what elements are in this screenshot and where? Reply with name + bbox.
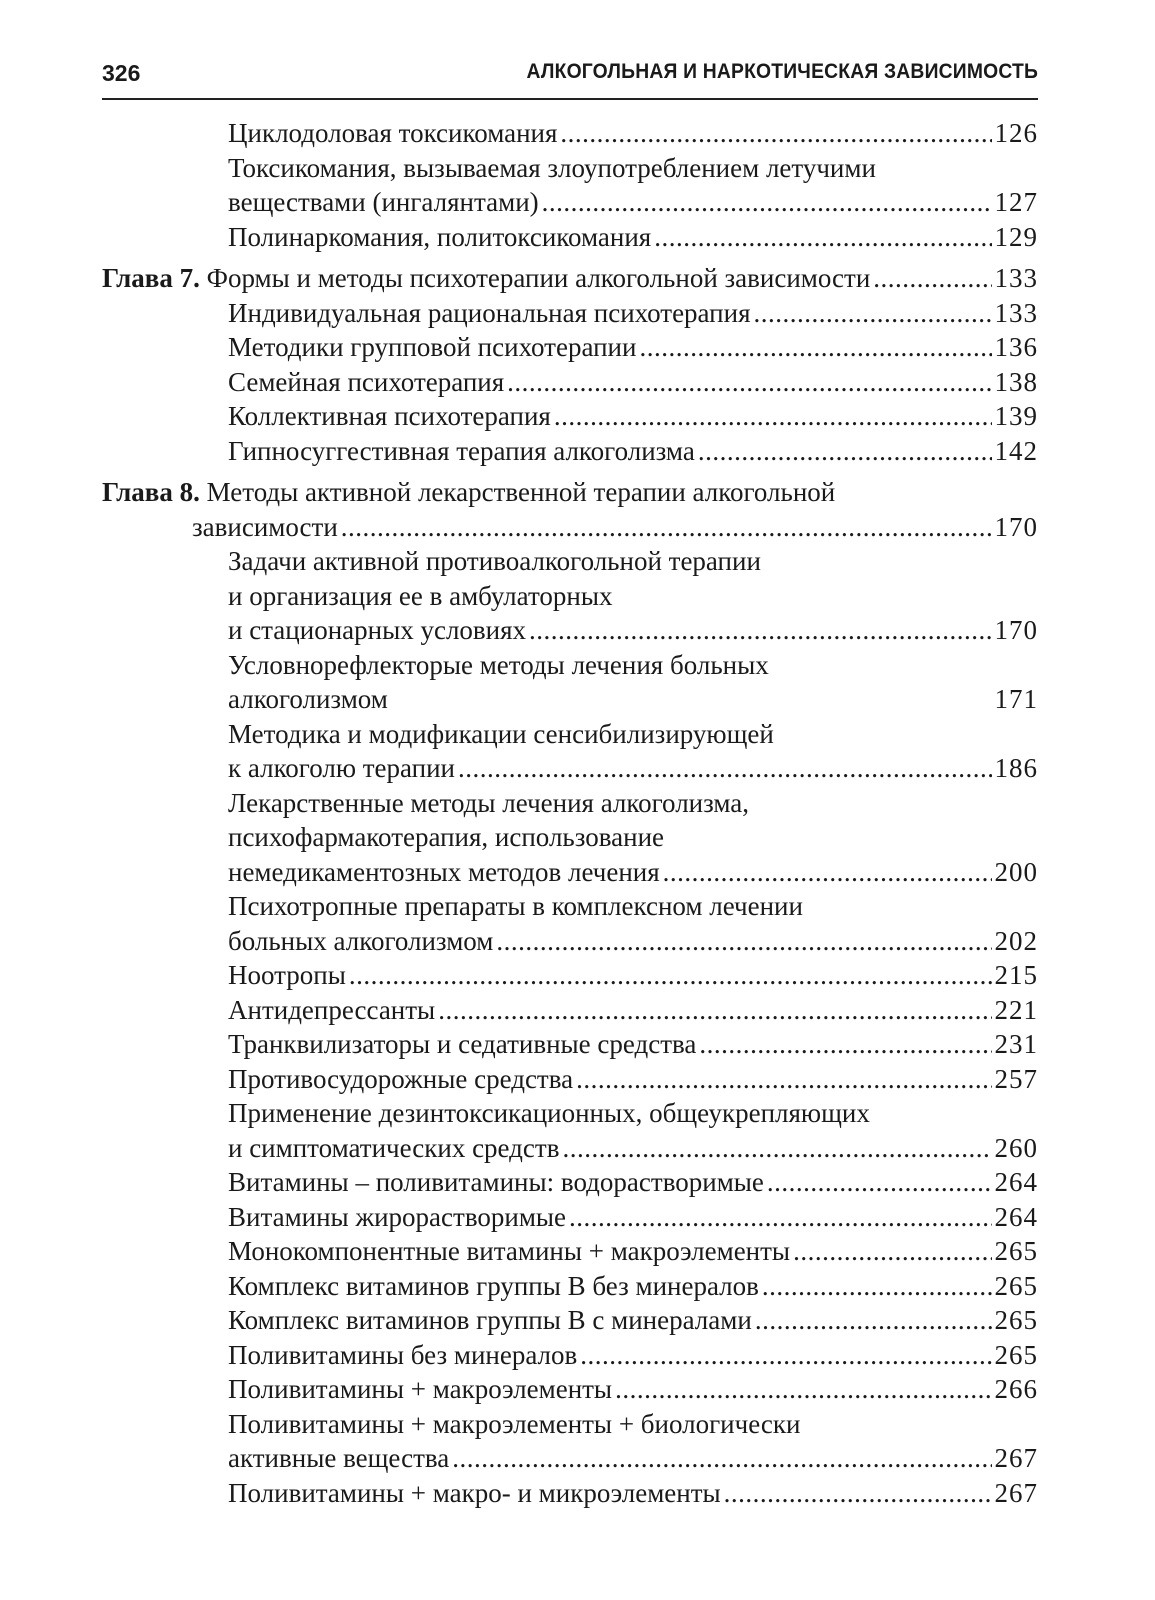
dot-leader [698, 434, 992, 469]
toc-entry [228, 958, 1038, 993]
toc-entry [228, 151, 1038, 220]
dot-leader [580, 1338, 991, 1373]
toc-entry [228, 116, 1038, 151]
dot-leader [576, 1062, 991, 1097]
dot-leader [754, 296, 992, 331]
toc-entry [228, 544, 1038, 648]
dot-leader [663, 855, 992, 890]
toc-entry [228, 1338, 1038, 1373]
chapter-title: Формы и методы психотерапии алкогольной зависимости [206, 263, 871, 293]
toc-entry-page: 260 [994, 1132, 1038, 1163]
toc-entry-title: Поливитамины без минералов [228, 1339, 578, 1370]
toc-entry-last-line [228, 682, 1038, 717]
toc-entry-last-line [228, 365, 1038, 400]
toc-entry-last-line [102, 510, 1038, 545]
toc-entry-page: 264 [994, 1201, 1038, 1232]
toc-entry-page: 215 [994, 960, 1038, 990]
toc-entry [228, 365, 1038, 400]
toc-entry-title: и стационарных условиях [228, 615, 527, 645]
toc-entry [228, 296, 1038, 331]
toc-entry-last-line [228, 1165, 1038, 1200]
toc-entry-last-line [228, 399, 1038, 434]
toc-entry-title: Циклодоловая токсикомания [228, 118, 558, 148]
dot-leader [341, 510, 992, 545]
toc-entry-page: 266 [994, 1374, 1038, 1404]
dot-leader [654, 220, 991, 255]
toc-entry-title: Методики групповой психотерапии [228, 332, 637, 362]
toc-entry-last-line [228, 751, 1038, 786]
dot-leader [438, 993, 991, 1028]
toc-entry-title: больных алкоголизмом [228, 925, 494, 956]
toc-entry-line: психофармакотерапия, использование [228, 822, 665, 852]
chapter-label: Глава 8. [102, 477, 200, 507]
toc-entry-page: 257 [994, 1063, 1038, 1094]
toc-entry-line: Применение дезинтоксикационных, общеукрепляющих [228, 1098, 870, 1128]
toc-entry-last-line [228, 185, 1038, 220]
dot-leader [349, 958, 992, 993]
toc-chapter-line [102, 261, 1038, 296]
toc-entry-page: 136 [994, 332, 1038, 362]
toc-entry-page: 202 [994, 925, 1038, 956]
toc-entry-last-line [228, 924, 1038, 959]
dot-leader [615, 1372, 991, 1407]
dot-leader [560, 116, 991, 151]
toc-entry [228, 330, 1038, 365]
toc-entry-last-line [228, 1441, 1038, 1476]
toc-entry-line: Методика и модификации сенсибилизирующей [228, 718, 774, 749]
toc-entry [228, 1027, 1038, 1062]
toc-entry-page: 139 [994, 401, 1038, 431]
toc-chapter [102, 475, 1038, 544]
toc-entry-title: веществами (ингалянтами) [228, 187, 539, 217]
toc-entry-title: Монокомпонентные витамины + макроэлементы [228, 1236, 791, 1266]
dot-leader [569, 1200, 991, 1235]
toc-entry-line: Задачи активной противоалкогольной терапии [228, 546, 761, 576]
dot-leader [767, 1165, 992, 1200]
dot-leader [496, 924, 991, 959]
toc-entry-line: Психотропные препараты в комплексном лечении [228, 891, 803, 921]
toc-entry-page: 170 [994, 615, 1038, 645]
chapter-title: Методы активной лекарственной терапии алкогольной [206, 477, 836, 507]
toc-entry-page: 221 [994, 994, 1038, 1025]
toc-entry-title: Транквилизаторы и седативные средства [228, 1029, 697, 1059]
toc-entry-page: 171 [994, 684, 1038, 714]
toc-entry-title: алкоголизмом [228, 684, 388, 714]
toc-entry-title: Индивидуальная рациональная психотерапия [228, 297, 751, 328]
dot-leader [724, 1476, 992, 1511]
toc-entry-last-line [228, 958, 1038, 993]
toc-entry-title: Витамины – поливитамины: водорастворимые [228, 1167, 764, 1197]
toc-entry-title: Гипносуггестивная терапия алкоголизма [228, 435, 695, 466]
toc-entry [228, 1476, 1038, 1511]
toc-entry-page: 265 [994, 1270, 1038, 1301]
toc-entry [228, 717, 1038, 786]
page-header [102, 50, 1038, 100]
toc-entry [228, 993, 1038, 1028]
toc-entry-title: зависимости [192, 511, 338, 542]
dot-leader [699, 1027, 991, 1062]
dot-leader [755, 1303, 992, 1338]
toc-entry [228, 1062, 1038, 1097]
toc-entry-last-line [228, 1062, 1038, 1097]
toc-entry-title: активные вещества [228, 1443, 450, 1473]
toc-entry-last-line [228, 1027, 1038, 1062]
toc-entry-last-line [228, 1476, 1038, 1511]
dot-leader [762, 1269, 992, 1304]
toc-entry-last-line [228, 1234, 1038, 1269]
toc-entry-page: 264 [994, 1167, 1038, 1197]
chapter-label: Глава 7. [102, 263, 200, 293]
toc-entry-title: Противосудорожные средства [228, 1063, 574, 1094]
toc-entry-last-line [228, 1269, 1038, 1304]
toc-entry [228, 889, 1038, 958]
toc-entry-page: 267 [994, 1443, 1038, 1473]
dot-leader [529, 613, 991, 648]
dot-leader [507, 365, 991, 400]
toc-entry-page: 265 [994, 1339, 1038, 1370]
toc-entry-title: Поливитамины + макро- и микроэлементы [228, 1477, 721, 1508]
toc-entry [228, 1407, 1038, 1476]
toc-entry [228, 1096, 1038, 1165]
toc-entry-page: 129 [994, 221, 1038, 252]
toc-entry-page: 138 [994, 366, 1038, 397]
toc-entry-page: 170 [994, 511, 1038, 542]
toc-entry-title: Семейная психотерапия [228, 366, 505, 397]
toc-entry-last-line [228, 116, 1038, 151]
toc-entry-last-line [228, 613, 1038, 648]
toc-entry-last-line [228, 1303, 1038, 1338]
toc-entry-page: 200 [994, 856, 1038, 887]
toc-entry-title: немедикаментозных методов лечения [228, 856, 660, 887]
toc-entry-title: Полинаркомания, политоксикомания [228, 221, 652, 252]
toc-entry-last-line [228, 1372, 1038, 1407]
table-of-contents [0, 116, 1155, 1510]
toc-entry-title: Поливитамины + макроэлементы [228, 1374, 613, 1404]
toc-entry [228, 1165, 1038, 1200]
toc-entry-last-line [228, 434, 1038, 469]
toc-entry-page: 186 [994, 753, 1038, 783]
toc-entry-title: и симптоматических средств [228, 1132, 560, 1163]
dot-leader [639, 330, 991, 365]
toc-entry-line: Лекарственные методы лечения алкоголизма, [228, 787, 750, 818]
toc-entry [228, 648, 1038, 717]
toc-entry [228, 1234, 1038, 1269]
dot-leader [793, 1234, 991, 1269]
toc-entry-title: Коллективная психотерапия [228, 401, 551, 431]
toc-entry-title: к алкоголю терапии [228, 753, 456, 783]
toc-entry-line: Токсикомания, вызываемая злоупотреблением летучими [228, 152, 876, 183]
dot-leader [542, 185, 992, 220]
toc-entry-last-line [228, 330, 1038, 365]
toc-entry-title: Витамины жирорастворимые [228, 1201, 567, 1232]
dot-leader [873, 261, 991, 296]
toc-entry-page: 265 [994, 1236, 1038, 1266]
toc-chapter-line [102, 475, 1038, 510]
toc-entry-page: 126 [994, 118, 1038, 148]
dot-leader [554, 399, 992, 434]
toc-entry [228, 1269, 1038, 1304]
toc-entry-page: 265 [994, 1305, 1038, 1335]
toc-entry [228, 220, 1038, 255]
toc-entry-page: 142 [994, 435, 1038, 466]
toc-entry-title: Антидепрессанты [228, 994, 436, 1025]
running-title: АЛКОГОЛЬНАЯ И НАРКОТИЧЕСКАЯ ЗАВИСИМОСТЬ [526, 60, 1038, 83]
dot-leader [452, 1441, 991, 1476]
toc-entry-line: Поливитамины + макроэлементы + биологически [228, 1408, 801, 1439]
toc-entry-line: Условнорефлекторые методы лечения больных [228, 649, 769, 680]
toc-entry [228, 1372, 1038, 1407]
toc-entry-page: 267 [994, 1477, 1038, 1508]
toc-chapter-heading [102, 261, 870, 296]
toc-entry-last-line [228, 855, 1038, 890]
toc-entry-line: и организация ее в амбулаторных [228, 580, 613, 611]
toc-entry-last-line [228, 296, 1038, 331]
toc-entry-last-line [228, 1200, 1038, 1235]
toc-entry [228, 1303, 1038, 1338]
toc-entry-last-line [228, 1338, 1038, 1373]
toc-entry-page: 133 [994, 297, 1038, 328]
toc-chapter [102, 261, 1038, 296]
toc-entry [228, 786, 1038, 890]
toc-entry-title: Комплекс витаминов группы В без минералов [228, 1270, 759, 1301]
toc-entry-last-line [228, 1131, 1038, 1166]
toc-entry-page: 231 [994, 1029, 1038, 1059]
toc-entry [228, 434, 1038, 469]
toc-entry-title: Комплекс витаминов группы В с минералами [228, 1305, 752, 1335]
toc-entry-last-line [228, 993, 1038, 1028]
dot-leader [458, 751, 991, 786]
toc-chapter-page: 133 [994, 263, 1038, 293]
toc-entry [228, 399, 1038, 434]
toc-entry-page: 127 [994, 187, 1038, 217]
toc-entry [228, 1200, 1038, 1235]
toc-entry-title: Ноотропы [228, 960, 346, 990]
toc-entry-last-line [228, 220, 1038, 255]
dot-leader [562, 1131, 991, 1166]
page-number: 326 [102, 60, 141, 86]
